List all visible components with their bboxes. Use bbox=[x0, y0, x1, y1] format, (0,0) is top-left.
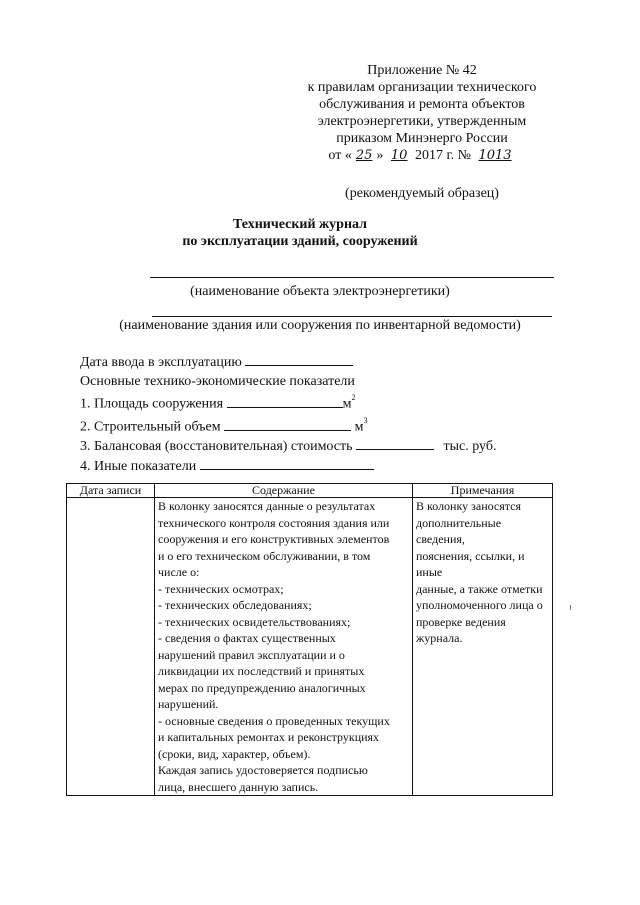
column-header-date: Дата записи bbox=[67, 484, 155, 498]
notes-cell: В колонку заносятся дополнительные сведения, пояснения, ссылки, и иные данные, а также отметки уполномоченного лица о проверке ведения журнала. bbox=[413, 498, 553, 796]
object-name-caption: (наименование объекта электроэнергетики) bbox=[190, 284, 450, 299]
building-name-line bbox=[152, 316, 552, 317]
appendix-number: Приложение № 42 bbox=[367, 63, 477, 78]
indicators-heading: Основные технико-экономические показатели bbox=[80, 373, 355, 389]
object-name-line bbox=[150, 277, 554, 278]
date-year: 2017 г. № bbox=[414, 148, 471, 163]
cost-field: 3. Балансовая (восстановительная) стоимость тыс. руб. bbox=[80, 439, 497, 455]
appendix-line: обслуживания и ремонта объектов bbox=[319, 97, 525, 112]
building-name-caption: (наименование здания или сооружения по инвентарной ведомости) bbox=[119, 318, 521, 333]
appendix-line: приказом Минэнерго России bbox=[336, 131, 508, 146]
commissioning-date-blank bbox=[245, 353, 353, 366]
handwritten-month: 10 bbox=[390, 148, 408, 163]
document-title bbox=[0, 216, 640, 250]
commissioning-date-field: Дата ввода в эксплуатацию bbox=[80, 353, 497, 373]
volume-field: 2. Строительный объем $м^3$ bbox=[80, 416, 368, 435]
area-field: 1. Площадь сооружения $м^2$ bbox=[80, 393, 356, 412]
content-cell: В колонку заносятся данные о результатах технического контроля состояния здания или сооружения и его конструктивных элементов и о его техническом обслуживании, в том числе о: - технических осмотрах; - технических обследованиях; - технических освидетельствованиях; - сведения о фактах существенных нарушений правил эксплуатации и о ликвидации их последствий и принятых мерах по предупреждению аналогичных нарушений. - основные сведения о проведенных текущих и капитальных ремонтах и реконструкциях (сроки, вид, характер, объем). Каждая запись удостоверяется подписью лица, внесшего данную запись. bbox=[155, 498, 413, 796]
handwritten-order-number: 1013 bbox=[478, 148, 512, 163]
area-blank bbox=[227, 395, 343, 408]
other-indicators-field: 4. Иные показатели bbox=[80, 457, 497, 477]
table-header-row bbox=[67, 484, 553, 498]
other-indicators-blank bbox=[200, 457, 374, 470]
column-header-notes: Примечания bbox=[413, 484, 553, 498]
appendix-line: электроэнергетики, утвержденным bbox=[317, 114, 527, 129]
building-fields bbox=[80, 353, 497, 476]
date-prefix: от « bbox=[328, 148, 352, 163]
column-header-content: Содержание bbox=[155, 484, 413, 498]
table-row bbox=[67, 498, 553, 796]
handwritten-day: 25 bbox=[355, 148, 373, 163]
order-date-line bbox=[262, 147, 582, 164]
volume-blank bbox=[224, 418, 351, 431]
appendix-line: к правилам организации технического bbox=[307, 80, 537, 95]
journal-table bbox=[66, 483, 553, 796]
date-quote: » bbox=[376, 148, 384, 163]
date-cell bbox=[67, 498, 155, 796]
title-line-2: по эксплуатации зданий, сооружений bbox=[182, 234, 418, 249]
scan-artifact-mark bbox=[570, 605, 571, 610]
cost-blank bbox=[356, 437, 434, 450]
appendix-header bbox=[262, 62, 582, 202]
sample-note: (рекомендуемый образец) bbox=[345, 186, 499, 201]
title-line-1: Технический журнал bbox=[232, 217, 368, 232]
